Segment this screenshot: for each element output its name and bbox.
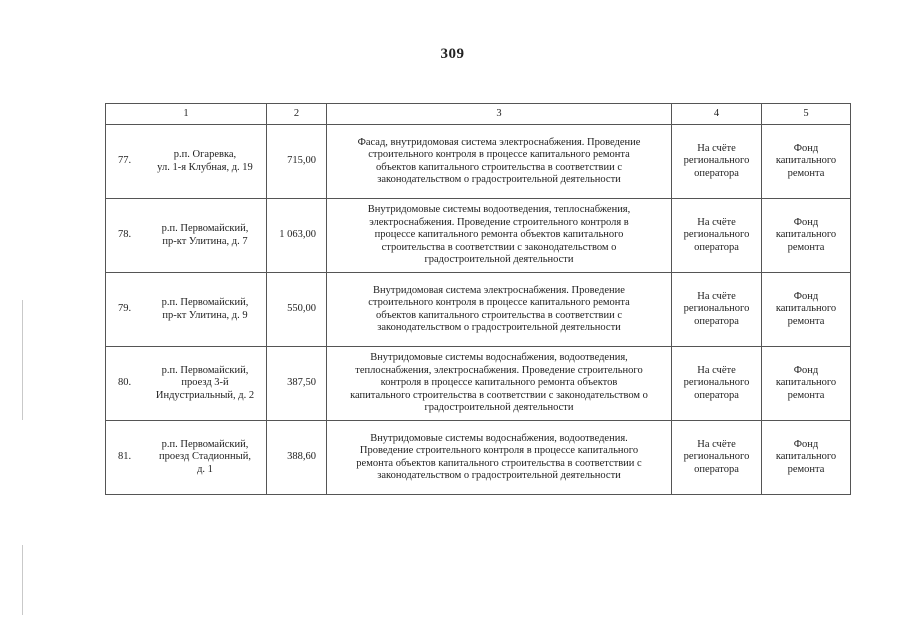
address-cell (106, 199, 267, 273)
header-row (106, 104, 851, 125)
description-line: законодательством о градостроительной деятельности (377, 322, 621, 333)
address-cell (106, 273, 267, 347)
description-line: объектов капитального строительства в соответствии с (376, 309, 622, 321)
account-line: оператора (694, 241, 739, 253)
fund-line: капитального (775, 229, 837, 241)
address-cell (106, 347, 267, 421)
account-line: На счёте (697, 290, 736, 302)
description-cell (327, 199, 672, 273)
row-number: 81. (118, 451, 132, 463)
account-line: регионального (683, 377, 750, 389)
scan-artifact-line (22, 300, 23, 420)
account-cell (672, 199, 762, 273)
account-line: оператора (694, 463, 739, 475)
address-line: проезд 3-й (181, 377, 229, 389)
address-line: пр-кт Улитина, д. 7 (162, 235, 248, 247)
address-line: р.п. Первомайский, (161, 297, 249, 308)
account-line: оператора (694, 167, 739, 179)
amount-cell: 1 063,00 (267, 199, 327, 273)
description-line: Внутридомовые системы водоотведения, теплоснабжения, (367, 204, 631, 216)
description-line: законодательством о градостроительной деятельности (377, 470, 621, 481)
address (154, 223, 262, 248)
account-line: На счёте (697, 216, 736, 228)
description-cell (327, 347, 672, 421)
page-number: 309 (440, 46, 465, 62)
header-cell-1: 1 (106, 104, 267, 125)
account-line: оператора (694, 389, 739, 401)
address-line: пр-кт Улитина, д. 9 (162, 309, 248, 321)
address (154, 297, 262, 322)
address-cell (106, 421, 267, 495)
header-cell-3: 3 (327, 104, 672, 125)
amount-cell: 715,00 (267, 125, 327, 199)
fund-cell (762, 125, 851, 199)
description-line: строительного контроля в процессе капитального ремонта (368, 297, 630, 308)
description-line: процессе капитального ремонта объектов капитального (374, 229, 624, 241)
description-line: законодательством о градостроительной деятельности (377, 174, 621, 185)
account-line: регионального (683, 229, 750, 241)
account-line: оператора (694, 315, 739, 327)
description-line: Фасад, внутридомовая система электроснабжения. Проведение (357, 136, 641, 148)
description-line: Внутридомовые системы водоснабжения, водоотведения, (370, 352, 628, 364)
fund-line: Фонд (793, 438, 819, 450)
account-line: регионального (683, 451, 750, 463)
fund-cell (762, 199, 851, 273)
description-line: электроснабжения. Проведение строительного контроля в (369, 216, 629, 228)
description-line: строительного контроля в процессе капитального ремонта (368, 149, 630, 160)
fund-line: Фонд (793, 142, 819, 154)
account-cell (672, 421, 762, 495)
address-line: р.п. Огаревка, (173, 149, 237, 160)
fund-line: ремонта (787, 167, 825, 179)
address-line: проезд Стадионный, (159, 451, 251, 463)
table-row (106, 347, 851, 421)
account-cell (672, 125, 762, 199)
scan-artifact-line (22, 545, 23, 615)
amount-cell: 387,50 (267, 347, 327, 421)
fund-line: ремонта (787, 463, 825, 475)
table-row (106, 421, 851, 495)
address-line: р.п. Первомайский, (161, 364, 249, 376)
fund-line: капитального (775, 303, 837, 315)
account-cell (672, 347, 762, 421)
address-line: д. 1 (197, 463, 213, 475)
row-number: 78. (118, 229, 132, 241)
description-line: капитального строительства в соответствии с законодательством о (350, 389, 648, 401)
description-line: градостроительной деятельности (424, 402, 574, 414)
fund-line: ремонта (787, 241, 825, 253)
address-cell (106, 125, 267, 199)
description-cell (327, 273, 672, 347)
account-line: регионального (683, 303, 750, 315)
account-line: На счёте (697, 364, 736, 376)
description-cell (327, 421, 672, 495)
fund-line: капитального (775, 155, 837, 167)
amount-cell: 388,60 (267, 421, 327, 495)
address-line: р.п. Первомайский, (161, 223, 249, 234)
row-number: 80. (118, 377, 132, 389)
description-line: Внутридомовые системы водоснабжения, водоотведения. (370, 432, 628, 444)
fund-line: Фонд (793, 216, 819, 228)
fund-line: ремонта (787, 389, 825, 401)
address-line: Индустриальный, д. 2 (155, 389, 255, 401)
account-line: На счёте (697, 142, 736, 154)
row-number: 79. (118, 303, 132, 315)
description-line: строительства в соответствии с законодательством о (381, 241, 617, 253)
address-line: р.п. Первомайский, (161, 438, 249, 450)
account-cell (672, 273, 762, 347)
description-line: ремонта объектов капитального строительства в соответствии с (356, 457, 642, 469)
header-cell-4: 4 (672, 104, 762, 125)
description-line: объектов капитального строительства в соответствии с (376, 161, 622, 173)
fund-line: Фонд (793, 364, 819, 376)
description-line: Проведение строительного контроля в процессе капитального (359, 445, 639, 456)
table-row (106, 125, 851, 199)
fund-line: ремонта (787, 315, 825, 327)
row-number: 77. (118, 155, 132, 167)
repair-table (105, 103, 851, 495)
address (154, 149, 262, 174)
description-line: Внутридомовая система электроснабжения. Проведение (373, 284, 625, 296)
address-line: ул. 1-я Клубная, д. 19 (157, 161, 253, 173)
header-cell-5: 5 (762, 104, 851, 125)
description-line: теплоснабжения, электроснабжения. Проведение строительного (355, 364, 643, 376)
account-line: На счёте (697, 438, 736, 450)
address (154, 439, 262, 477)
header-cell-2: 2 (267, 104, 327, 125)
fund-line: Фонд (793, 290, 819, 302)
address (154, 365, 262, 403)
amount-cell: 550,00 (267, 273, 327, 347)
fund-line: капитального (775, 377, 837, 389)
account-line: регионального (683, 155, 750, 167)
table-row (106, 273, 851, 347)
table-row (106, 199, 851, 273)
fund-cell (762, 421, 851, 495)
fund-cell (762, 273, 851, 347)
fund-cell (762, 347, 851, 421)
fund-line: капитального (775, 451, 837, 463)
description-line: градостроительной деятельности (424, 254, 574, 266)
description-cell (327, 125, 672, 199)
description-line: контроля в процессе капитального ремонта объектов (380, 377, 618, 389)
